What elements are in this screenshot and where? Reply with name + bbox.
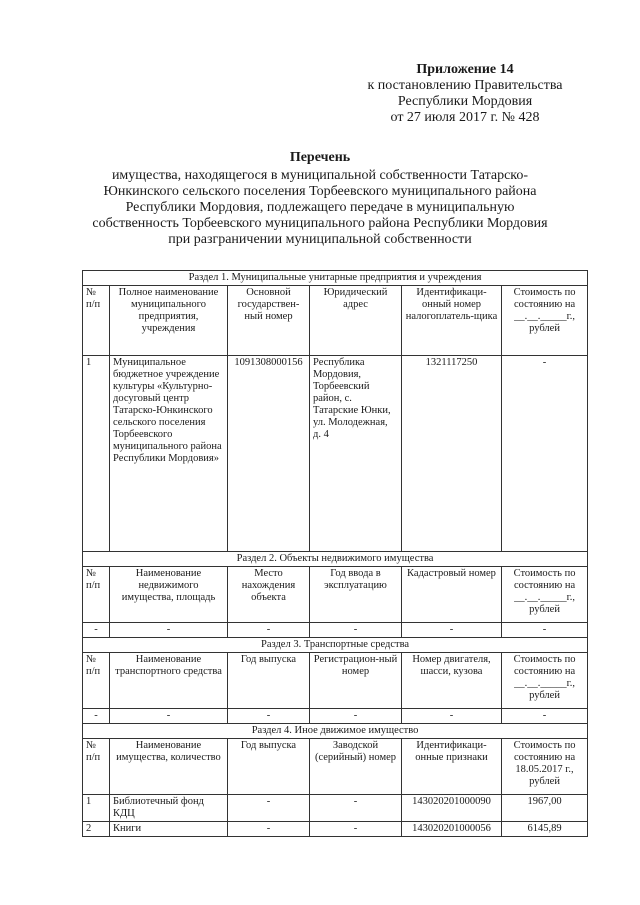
header-cell: Год ввода в эксплуатацию — [310, 567, 402, 623]
table-cell: 1321117250 — [402, 356, 502, 552]
header-cell: № п/п — [83, 653, 110, 709]
table-cell: - — [83, 623, 110, 638]
list-title — [85, 150, 555, 248]
list-heading: Перечень — [289, 150, 351, 165]
section-4-title-row — [83, 724, 588, 739]
header-cell: Стоимость по состоянию на __.__._____г., рублей — [502, 653, 588, 709]
header-cell: Наименование имущества, количество — [110, 739, 228, 795]
table-cell: - — [228, 709, 310, 724]
table-cell: 6145,89 — [502, 822, 588, 837]
section-1-title: Раздел 1. Муниципальные унитарные предприятия и учреждения — [83, 271, 588, 286]
section-1-title-row — [83, 271, 588, 286]
table-cell: - — [502, 709, 588, 724]
header-cell: Стоимость по состоянию на __.__._____г., рублей — [502, 567, 588, 623]
header-cell: № п/п — [83, 739, 110, 795]
appendix-line-2: к постановлению Правительства — [367, 78, 563, 93]
header-cell: Идентификаци-онные признаки — [402, 739, 502, 795]
header-cell: Кадастровый номер — [402, 567, 502, 623]
table-cell: - — [83, 709, 110, 724]
header-cell: Регистрацион-ный номер — [310, 653, 402, 709]
table-row — [83, 709, 588, 724]
table-cell: - — [110, 709, 228, 724]
section-4-title: Раздел 4. Иное движимое имущество — [83, 724, 588, 739]
table-cell: - — [310, 709, 402, 724]
table-cell: - — [310, 822, 402, 837]
header-cell: Место нахождения объекта — [228, 567, 310, 623]
section-3-title-row — [83, 638, 588, 653]
table-cell: - — [402, 709, 502, 724]
table-cell: Муниципальное бюджетное учреждение культуры «Культурно-досуговый центр Татарско-Юнкинского сельского поселения Торбеевского муниципального района Республики Мордовия» — [110, 356, 228, 552]
table-cell: - — [310, 795, 402, 822]
appendix-header — [340, 62, 590, 126]
header-cell: № п/п — [83, 567, 110, 623]
section-1-header-row — [83, 286, 588, 356]
header-cell: Основной государствен-ный номер — [228, 286, 310, 356]
header-cell: Год выпуска — [228, 739, 310, 795]
header-cell: Наименование транспортного средства — [110, 653, 228, 709]
header-cell: № п/п — [83, 286, 110, 356]
table-row — [83, 822, 588, 837]
appendix-date-line: от 27 июля 2017 г. № 428 — [390, 110, 540, 125]
table-cell: Книги — [110, 822, 228, 837]
header-cell: Номер двигателя, шасси, кузова — [402, 653, 502, 709]
table-cell: - — [502, 356, 588, 552]
table-cell: Республика Мордовия, Торбеевский район, с. Татарские Юнки, ул. Молодежная, д. 4 — [310, 356, 402, 552]
table-row — [83, 623, 588, 638]
section-2-title-row — [83, 552, 588, 567]
table-cell: 1 — [83, 795, 110, 822]
table-cell: - — [228, 822, 310, 837]
table-cell: 143020201000090 — [402, 795, 502, 822]
header-cell: Год выпуска — [228, 653, 310, 709]
table-cell: - — [402, 623, 502, 638]
table-row — [83, 795, 588, 822]
header-cell: Идентификаци-онный номер налогоплатель-щика — [402, 286, 502, 356]
header-cell: Наименование недвижимого имущества, площадь — [110, 567, 228, 623]
header-cell: Стоимость по состоянию на __.__._____г., рублей — [502, 286, 588, 356]
table-cell: - — [310, 623, 402, 638]
table-cell: - — [110, 623, 228, 638]
section-3-title: Раздел 3. Транспортные средства — [83, 638, 588, 653]
section-2-title: Раздел 2. Объекты недвижимого имущества — [83, 552, 588, 567]
table-row — [83, 356, 588, 552]
header-cell: Стоимость по состоянию на 18.05.2017 г., рублей — [502, 739, 588, 795]
table-cell: 2 — [83, 822, 110, 837]
table-cell: 143020201000056 — [402, 822, 502, 837]
header-cell: Полное наименование муниципального предприятия, учреждения — [110, 286, 228, 356]
list-description: имущества, находящегося в муниципальной собственности Татарско-Юнкинского сельского поселения Торбеевского муниципального района Республики Мордовия, подлежащего передаче в муниципальную собственность Торбеевского муниципального района Республики Мордовия при разграничении муниципальной собственности — [92, 168, 548, 247]
table-cell: - — [502, 623, 588, 638]
appendix-title: Приложение 14 — [416, 62, 514, 77]
table-cell: 1 — [83, 356, 110, 552]
table-cell: - — [228, 623, 310, 638]
table-cell: 1091308000156 — [228, 356, 310, 552]
table-cell: 1967,00 — [502, 795, 588, 822]
table-cell: - — [228, 795, 310, 822]
header-cell: Заводской (серийный) номер — [310, 739, 402, 795]
section-3-header-row — [83, 653, 588, 709]
table-cell: Библиотечный фонд КДЦ — [110, 795, 228, 822]
section-2-header-row — [83, 567, 588, 623]
appendix-line-3: Республики Мордовия — [397, 94, 533, 109]
property-table — [82, 270, 588, 837]
header-cell: Юридический адрес — [310, 286, 402, 356]
section-4-header-row — [83, 739, 588, 795]
